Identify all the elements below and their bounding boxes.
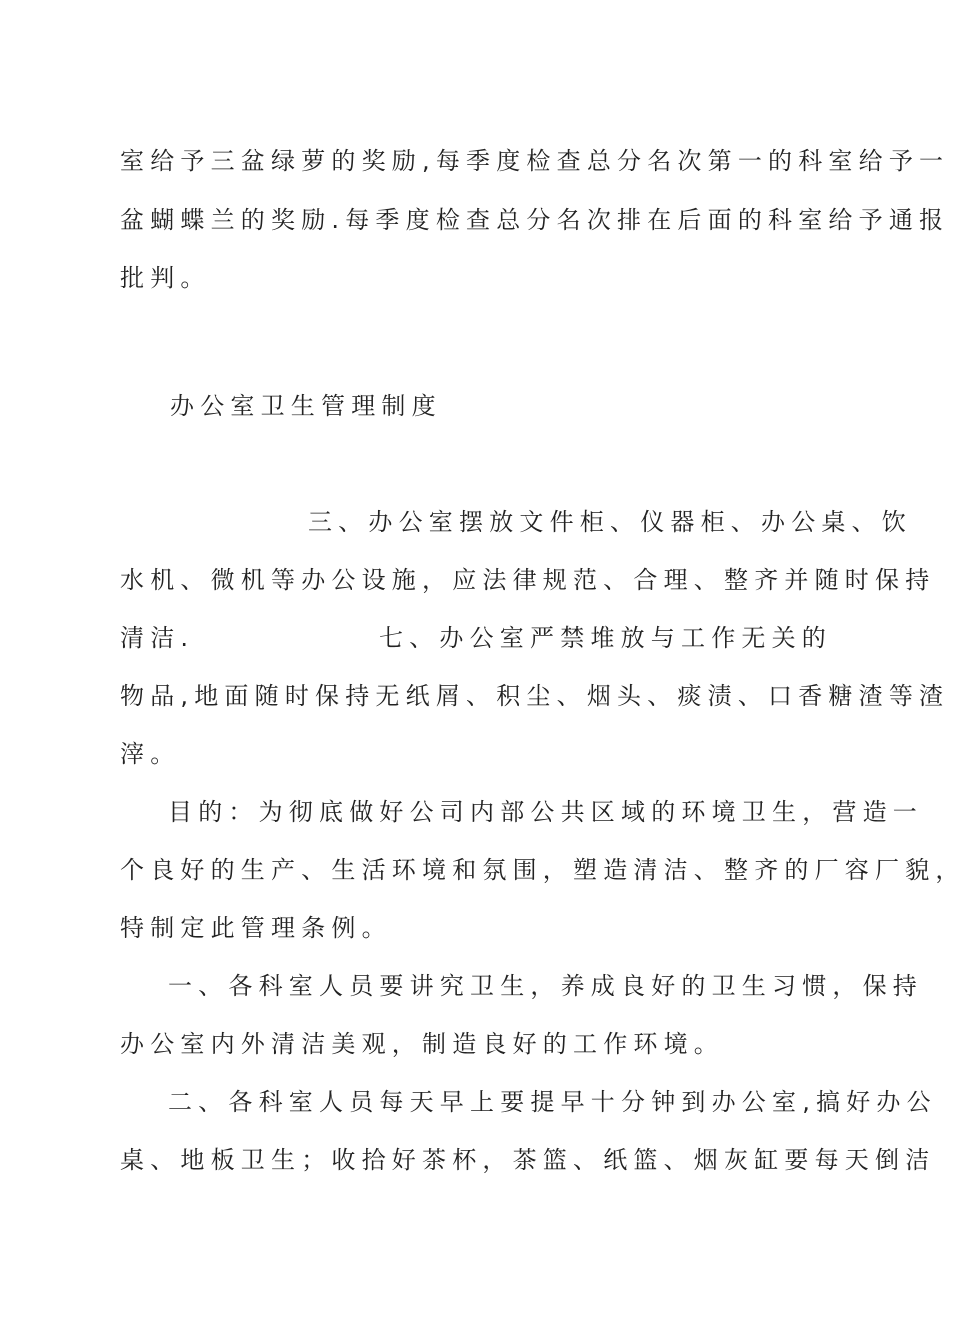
text-line-7-start: 清洁.: [120, 624, 195, 652]
text-line-10: 目的：为彻底做好公司内部公共区域的环境卫生，营造一: [168, 798, 923, 826]
text-line-8: 物品,地面随时保持无纸屑、积尘、烟头、痰渍、口香糖渣等渣: [120, 682, 950, 710]
text-line-7: [120, 623, 832, 653]
text-line-12: 特制定此管理条例。: [120, 914, 392, 942]
text-line-5: 三、办公室摆放文件柜、仪器柜、办公桌、饮: [308, 508, 912, 536]
text-line-3: 批判。: [120, 264, 211, 292]
section-heading: 办公室卫生管理制度: [170, 392, 442, 420]
text-line-2: 盆蝴蝶兰的奖励.每季度检查总分名次排在后面的科室给予通报: [120, 206, 950, 234]
text-line-9: 滓。: [120, 740, 181, 768]
text-line-1: 室给予三盆绿萝的奖励,每季度检查总分名次第一的科室给予一: [120, 147, 950, 175]
text-line-7-end: 七、办公室严禁堆放与工作无关的: [379, 624, 832, 652]
text-line-13: 一、各科室人员要讲究卫生，养成良好的卫生习惯，保持: [168, 972, 923, 1000]
text-line-6: 水机、微机等办公设施，应法律规范、合理、整齐并随时保持: [120, 566, 936, 594]
text-line-16: 桌、地板卫生；收拾好茶杯，茶篮、纸篮、烟灰缸要每天倒洁: [120, 1146, 936, 1174]
text-line-15: 二、各科室人员每天早上要提早十分钟到办公室,搞好办公: [168, 1088, 937, 1116]
text-line-14: 办公室内外清洁美观，制造良好的工作环境。: [120, 1030, 724, 1058]
text-line-11: 个良好的生产、生活环境和氛围，塑造清洁、整齐的厂容厂貌，: [120, 856, 966, 884]
